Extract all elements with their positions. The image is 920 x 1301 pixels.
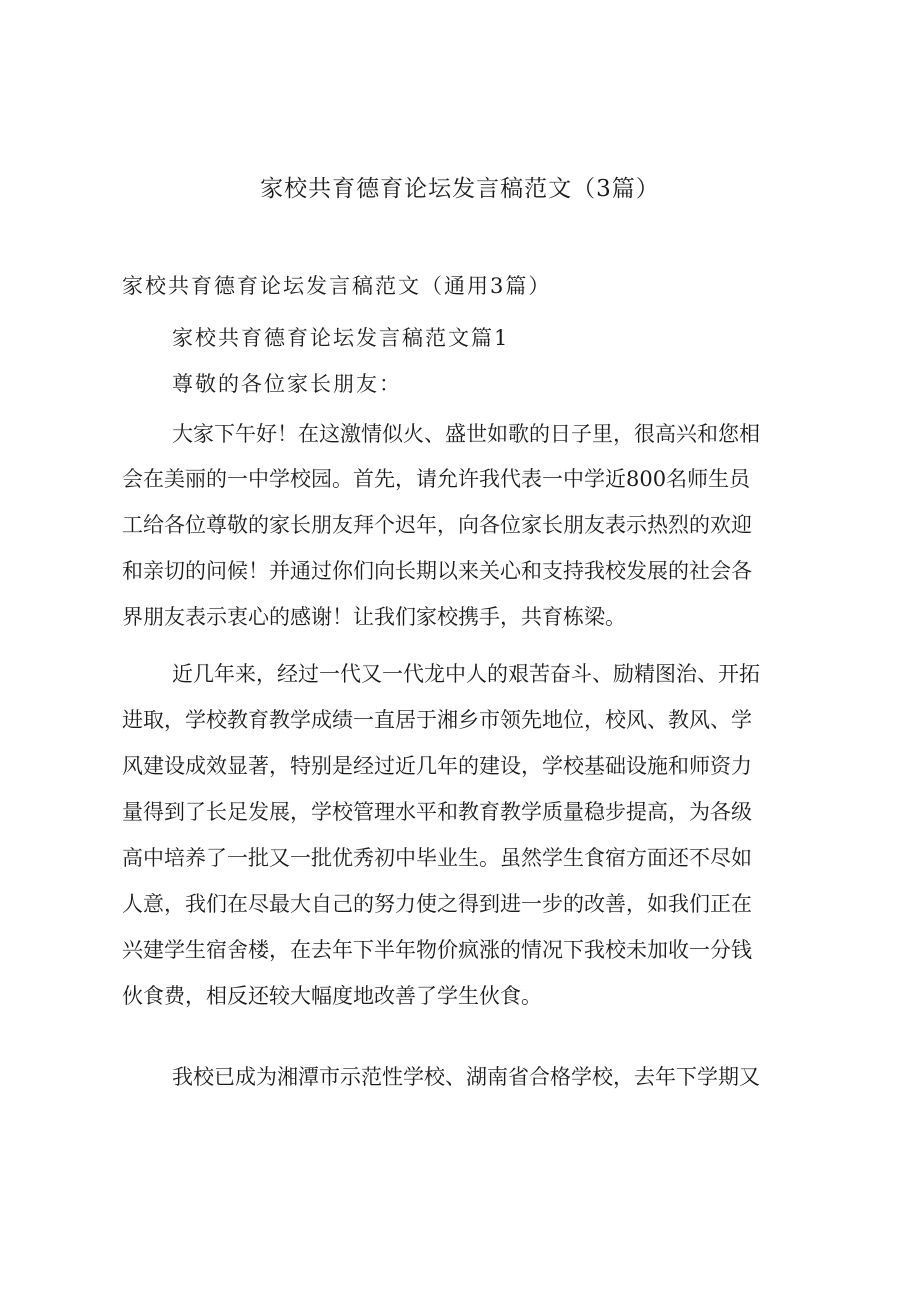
paragraph-line: 大家下午好！在这激情似火、盛世如歌的日子里，很高兴和您相 bbox=[172, 422, 760, 446]
document-subtitle: 家校共育德育论坛发言稿范文（通用3篇） bbox=[122, 274, 552, 298]
paragraph-line: 人意，我们在尽最大自己的努力使之得到进一步的改善，如我们正在 bbox=[122, 892, 752, 916]
paragraph-line: 会在美丽的一中学校园。首先，请允许我代表一中学近800名师生员 bbox=[122, 467, 751, 491]
salutation: 尊敬的各位家长朋友： bbox=[172, 372, 402, 396]
paragraph-line: 兴建学生宿舍楼，在去年下半年物价疯涨的情况下我校未加收一分钱 bbox=[122, 938, 752, 962]
document-title: 家校共育德育论坛发言稿范文（3篇） bbox=[260, 176, 660, 202]
paragraph-line: 我校已成为湘潭市示范性学校、湖南省合格学校，去年下学期又 bbox=[172, 1065, 760, 1089]
paragraph-line: 高中培养了一批又一批优秀初中毕业生。虽然学生食宿方面还不尽如 bbox=[122, 846, 752, 870]
paragraph-line: 量得到了长足发展，学校管理水平和教育教学质量稳步提高，为各级 bbox=[122, 800, 752, 824]
paragraph-line: 伙食费，相反还较大幅度地改善了学生伙食。 bbox=[122, 984, 542, 1008]
paragraph-line: 和亲切的问候！并通过你们向长期以来关心和支持我校发展的社会各 bbox=[122, 559, 752, 583]
paragraph-line: 进取，学校教育教学成绩一直居于湘乡市领先地位，校风、教风、学 bbox=[122, 708, 752, 732]
paragraph-line: 界朋友表示衷心的感谢！让我们家校携手，共育栋梁。 bbox=[122, 605, 626, 629]
section-heading: 家校共育德育论坛发言稿范文篇1 bbox=[172, 326, 510, 350]
paragraph-line: 近几年来，经过一代又一代龙中人的艰苦奋斗、励精图治、开拓 bbox=[172, 662, 760, 686]
paragraph-line: 工给各位尊敬的家长朋友拜个迟年，向各位家长朋友表示热烈的欢迎 bbox=[122, 513, 752, 537]
paragraph-line: 风建设成效显著，特别是经过近几年的建设，学校基础设施和师资力 bbox=[122, 754, 752, 778]
